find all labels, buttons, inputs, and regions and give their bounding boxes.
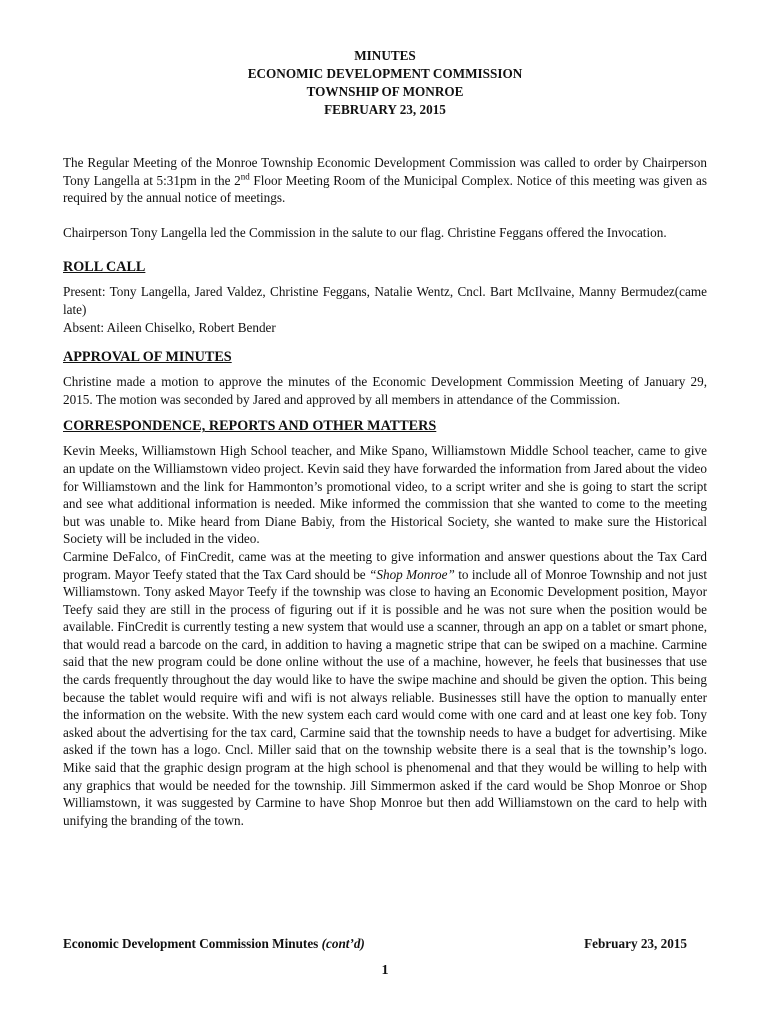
taxcard-italic: “Shop Monroe”	[369, 566, 455, 582]
footer-title-main: Economic Development Commission Minutes	[63, 936, 322, 951]
footer-title	[63, 935, 365, 953]
correspondence-paragraph-video: Kevin Meeks, Williamstown High School teacher, and Mike Spano, Williamstown Middle School teacher, came to give an update on the Williamstown video project. Kevin said they have forwarded the information from Jared about the video for Williamstown and the link for Hammonton’s promotional video, to a script writer and she is going to start the script and see what additional information is needed. Mike informed the commission that she wanted to come to the meeting but was unable to. Mike heard from Diane Babiy, from the Historical Society, she wanted to make sure the Historical Society will be included in the video.	[63, 443, 707, 547]
header-title: MINUTES	[354, 48, 416, 63]
roll-call-present: Present: Tony Langella, Jared Valdez, Christine Feggans, Natalie Wentz, Cncl. Bart McIlvaine, Manny Bermudez(came late)	[63, 284, 707, 317]
document-body	[63, 154, 707, 829]
document-header	[0, 47, 770, 119]
intro-superscript: nd	[240, 171, 250, 182]
correspondence-paragraph-taxcard	[63, 548, 707, 830]
footer-date: February 23, 2015	[584, 936, 687, 951]
approval-paragraph: Christine made a motion to approve the minutes of the Economic Development Commission Meeting of January 29, 2015. The motion was seconded by Jared and approved by all members in attendance of the Commission.	[63, 374, 707, 407]
header-date: FEBRUARY 23, 2015	[324, 102, 446, 117]
footer-title-contd: (cont’d)	[321, 936, 365, 951]
intro-text-a: The Regular Meeting of the Monroe Township Economic Development Commission was called to order by Chairperson Tony Langella at 5:31pm in the 2	[63, 155, 707, 188]
page-number: 1	[381, 963, 389, 978]
taxcard-text-b: to include all of Monroe Township and not just Williamstown. Tony asked Mayor Teefy if the township was close to having an Economic Development position, Mayor Teefy said they are still in the process of figuring out if it is possible and he was not sure when the position would be available. FinCredit is currently testing a new system that would use a scanner, through an app on a tablet or smart phone, that would read a barcode on the card, in addition to having a magnetic stripe that can be swiped on a machine. Carmine said that the new program could be done online without the use of a machine, however, he feels that businesses that use the cards frequently throughout the day would like to have the swipe machine and should be given the option. This being because the tablet would require wifi and wifi is not always reliable. Businesses still have the option to manually enter the information on the website. With the new system each card would come with one card and at least one key fob. Tony asked about the advertising for the tax card, Carmine said that the township needs to have a budget for advertising. Mike asked if the town has a logo. Cncl. Miller said that on the township website there is a seal that is the township’s logo. Mike said that the graphic design program at the high school is phenomenal and that they would be willing to help with any graphics that would be needed for the township. Jill Simmermon asked if the card would be Shop Monroe or Shop Williamstown, it was suggested by Carmine to have Shop Monroe but then add Williamstown on the card to help with unifying the branding of the town.	[63, 566, 707, 828]
header-township: TOWNSHIP OF MONROE	[306, 84, 464, 99]
intro-text-b: Floor Meeting Room of the Municipal Complex. Notice of this meeting was given as required by the annual notice of meetings.	[63, 172, 707, 206]
roll-call-heading: ROLL CALL	[63, 259, 146, 276]
correspondence-heading: CORRESPONDENCE, REPORTS AND OTHER MATTERS	[63, 418, 437, 435]
approval-heading: APPROVAL OF MINUTES	[63, 349, 232, 366]
header-commission: ECONOMIC DEVELOPMENT COMMISSION	[247, 66, 523, 81]
roll-call-absent: Absent: Aileen Chiselko, Robert Bender	[63, 319, 276, 335]
taxcard-text-a: Carmine DeFalco, of FinCredit, came was at the meeting to give information and answer questions about the Tax Card program. Mayor Teefy stated that the Tax Card should be	[63, 548, 707, 582]
flag-salute-paragraph: Chairperson Tony Langella led the Commission in the salute to our flag. Christine Feggans offered the Invocation.	[63, 224, 667, 240]
intro-paragraph	[63, 154, 707, 207]
